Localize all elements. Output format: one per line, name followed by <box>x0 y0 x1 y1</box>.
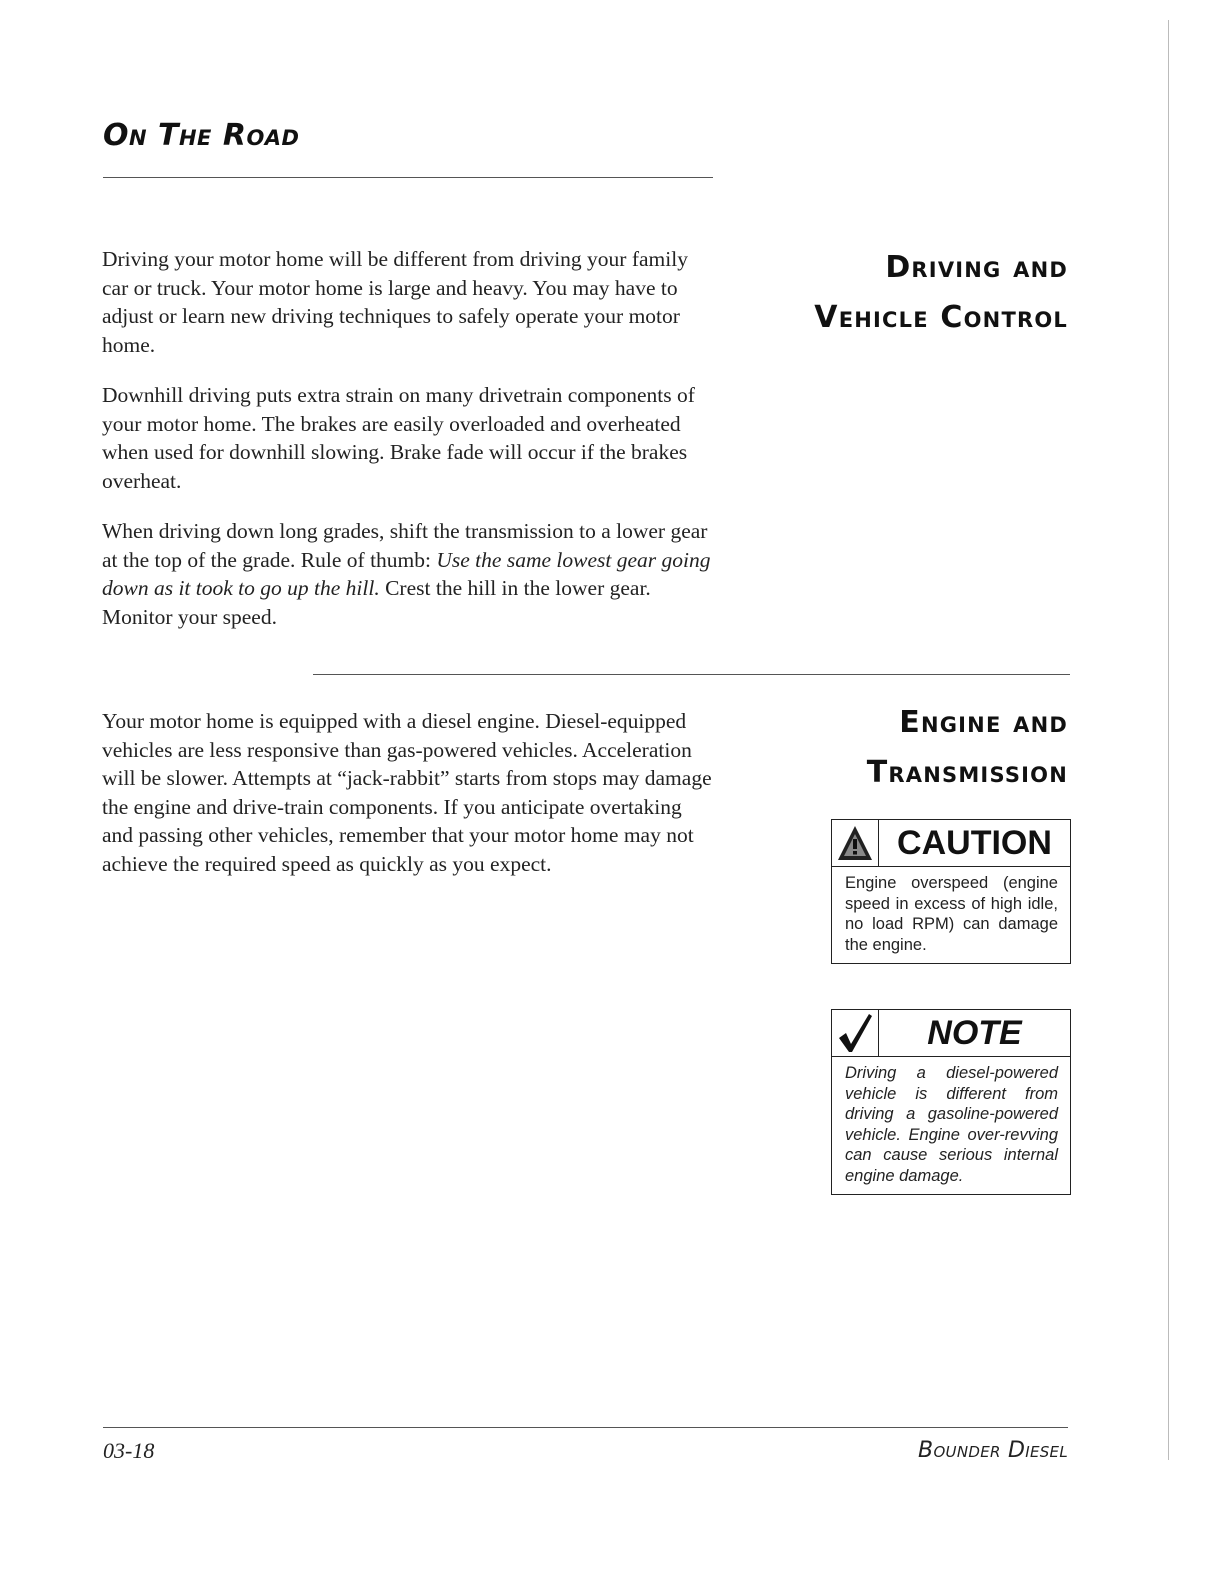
header-rule <box>103 177 713 178</box>
note-text: Driving a diesel-powered vehicle is different from driving a gasoline-powered vehicle. Engine over-revving can cause serious internal engine damage. <box>845 1064 1058 1185</box>
paragraph: Downhill driving puts extra strain on many drivetrain components of your motor home. The brakes are easily overloaded and overheated when used for downhill slowing. Brake fade will occur if the brakes overheat. <box>102 383 695 493</box>
paragraph-text: Crest the hill in the lower gear. Monitor your speed. <box>102 576 651 629</box>
scan-margin-line <box>1168 20 1169 1460</box>
engine-section-body <box>102 707 714 900</box>
product-name: Bounder Diesel <box>918 1438 1068 1463</box>
paragraph <box>102 517 714 631</box>
section-heading-engine-line1: Engine and <box>899 705 1068 740</box>
section-heading-engine-line2: Transmission <box>866 755 1068 790</box>
note-header <box>832 1010 1070 1057</box>
section-divider <box>313 674 1070 675</box>
section-heading-driving-line2: Vehicle Control <box>814 300 1068 335</box>
rule-of-thumb-emphasis: Use the same lowest gear going down as it took to go up the hill. <box>102 547 711 600</box>
footer-rule <box>103 1427 1068 1428</box>
paragraph-text: When driving down long grades, shift the transmission to a lower gear at the top of the grade. Rule of thumb: <box>102 519 708 572</box>
warning-triangle-icon <box>832 820 878 866</box>
note-box <box>831 1009 1071 1195</box>
section-heading-driving <box>730 243 1068 343</box>
note-title: NOTE <box>878 1010 1070 1056</box>
chapter-title: On The Road <box>103 118 300 153</box>
checkmark-icon <box>832 1010 878 1056</box>
driving-section-body <box>102 245 714 653</box>
paragraph: Driving your motor home will be different from driving your family car or truck. Your motor home is large and heavy. You may have to adjust or learn new driving techniques to safely operate your motor home. <box>102 247 688 357</box>
paragraph: Your motor home is equipped with a diesel engine. Diesel-equipped vehicles are less responsive than gas-powered vehicles. Acceleration will be slower. Attempts at “jack-rabbit” starts from stops may damage the engine and drive-train components. If you anticipate overtaking and passing other vehicles, remember that your motor home may not achieve the required speed as quickly as you expect. <box>102 709 712 876</box>
caution-box <box>831 819 1071 964</box>
page-number: 03-18 <box>103 1438 155 1463</box>
section-heading-engine <box>730 698 1068 798</box>
section-heading-driving-line1: Driving and <box>885 250 1068 285</box>
caution-title: CAUTION <box>878 820 1070 866</box>
caution-header <box>832 820 1070 867</box>
caution-text: Engine overspeed (engine speed in excess of high idle, no load RPM) can damage the engine. <box>845 874 1058 954</box>
